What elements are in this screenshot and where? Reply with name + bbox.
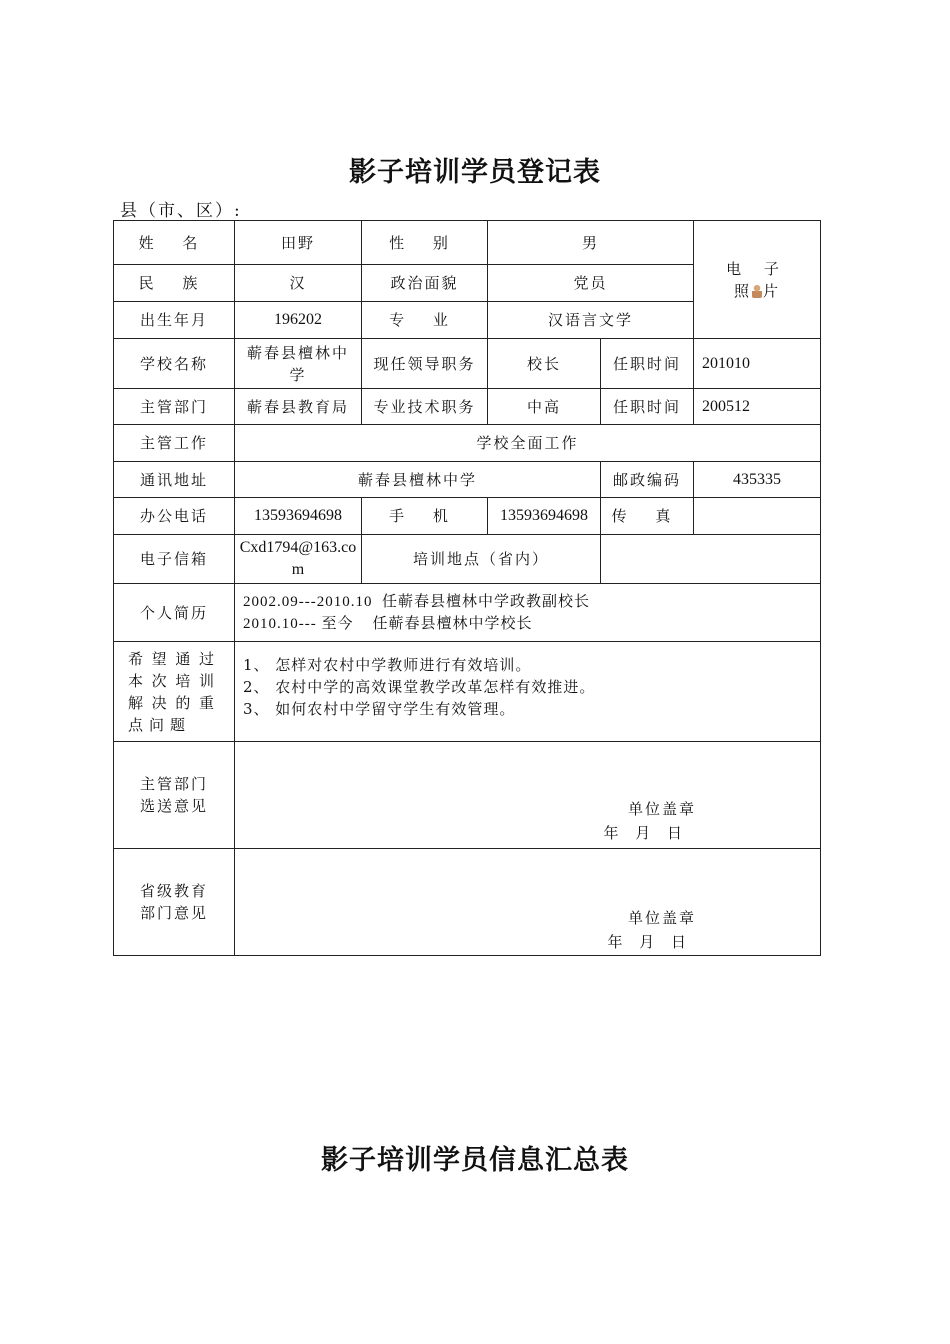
- prov-date-label: 年 月 日: [607, 932, 689, 951]
- person-photo-icon: [752, 284, 762, 298]
- ethnicity-label: 民 族: [114, 265, 235, 302]
- fax-value: [694, 498, 821, 535]
- photo-cell: [694, 221, 821, 339]
- resume-cell: [235, 584, 821, 642]
- work-value: 学校全面工作: [235, 425, 821, 462]
- resume-line-2: 2010.10--- 至今 任蕲春县檀林中学校长: [243, 615, 533, 632]
- resume-line-1: 2002.09---2010.10 任蕲春县檀林中学政教副校长: [243, 593, 590, 610]
- postcode-value: 435335: [694, 462, 821, 498]
- problem-item-3: 3、 如何农村中学留守学生有效管理。: [243, 700, 516, 718]
- dept-opinion-cell: [235, 742, 821, 849]
- mobile-value: 13593694698: [488, 498, 601, 535]
- politics-label: 政治面貌: [362, 265, 488, 302]
- office-phone-label: 办公电话: [114, 498, 235, 535]
- tenure-label: 任职时间: [601, 339, 694, 389]
- summary-title: 影子培训学员信息汇总表: [321, 1145, 629, 1176]
- dept-date-label: 年 月 日: [603, 823, 685, 842]
- prof-title-value: 中高: [488, 389, 601, 425]
- problems-label: 希望通过本次培训解决的重点问题: [114, 642, 235, 742]
- politics-value: 党员: [488, 265, 694, 302]
- form-title: 影子培训学员登记表: [349, 157, 601, 188]
- problem-item-1: 1、 怎样对农村中学教师进行有效培训。: [243, 656, 532, 674]
- photo-label-pian: 片: [763, 281, 781, 300]
- training-place-value: [601, 535, 821, 584]
- gender-value: 男: [488, 221, 694, 265]
- tenure2-label: 任职时间: [601, 389, 694, 425]
- tenure-value: 201010: [694, 339, 821, 389]
- department-label: 主管部门: [114, 389, 235, 425]
- name-value: 田野: [235, 221, 362, 265]
- prof-title-label: 专业技术职务: [362, 389, 488, 425]
- position-label: 现任领导职务: [362, 339, 488, 389]
- dept-opinion-label: 主管部门 选送意见: [114, 742, 235, 849]
- birth-value: 196202: [235, 302, 362, 339]
- address-label: 通讯地址: [114, 462, 235, 498]
- registration-table: [113, 220, 821, 956]
- problem-item-2: 2、 农村中学的高效课堂教学改革怎样有效推进。: [243, 678, 596, 696]
- address-value: 蕲春县檀林中学: [235, 462, 601, 498]
- major-label: 专 业: [362, 302, 488, 339]
- dept-seal-label: 单位盖章: [628, 799, 697, 818]
- prov-opinion-label: 省级教育 部门意见: [114, 849, 235, 956]
- fax-label: 传 真: [601, 498, 694, 535]
- resume-label: 个人简历: [114, 584, 235, 642]
- prov-opinion-cell: [235, 849, 821, 956]
- email-label: 电子信箱: [114, 535, 235, 584]
- ethnicity-value: 汉: [235, 265, 362, 302]
- email-value: Cxd1794@163.com: [235, 535, 362, 584]
- problems-cell: [235, 642, 821, 742]
- department-value: 蕲春县教育局: [235, 389, 362, 425]
- mobile-label: 手 机: [362, 498, 488, 535]
- photo-label-line1: 电 子: [726, 259, 788, 278]
- major-value: 汉语言文学: [488, 302, 694, 339]
- tenure2-value: 200512: [694, 389, 821, 425]
- school-value: 蕲春县檀林中学: [235, 339, 362, 389]
- photo-label-zhao: 照: [734, 281, 752, 300]
- photo-label-line2: [698, 280, 816, 302]
- office-phone-value: 13593694698: [235, 498, 362, 535]
- gender-label: 性 别: [362, 221, 488, 265]
- position-value: 校长: [488, 339, 601, 389]
- prov-seal-label: 单位盖章: [628, 908, 697, 927]
- postcode-label: 邮政编码: [601, 462, 694, 498]
- birth-label: 出生年月: [114, 302, 235, 339]
- county-label: 县（市、区）:: [120, 201, 242, 221]
- name-label: 姓 名: [114, 221, 235, 265]
- training-place-label: 培训地点（省内）: [362, 535, 601, 584]
- school-label: 学校名称: [114, 339, 235, 389]
- work-label: 主管工作: [114, 425, 235, 462]
